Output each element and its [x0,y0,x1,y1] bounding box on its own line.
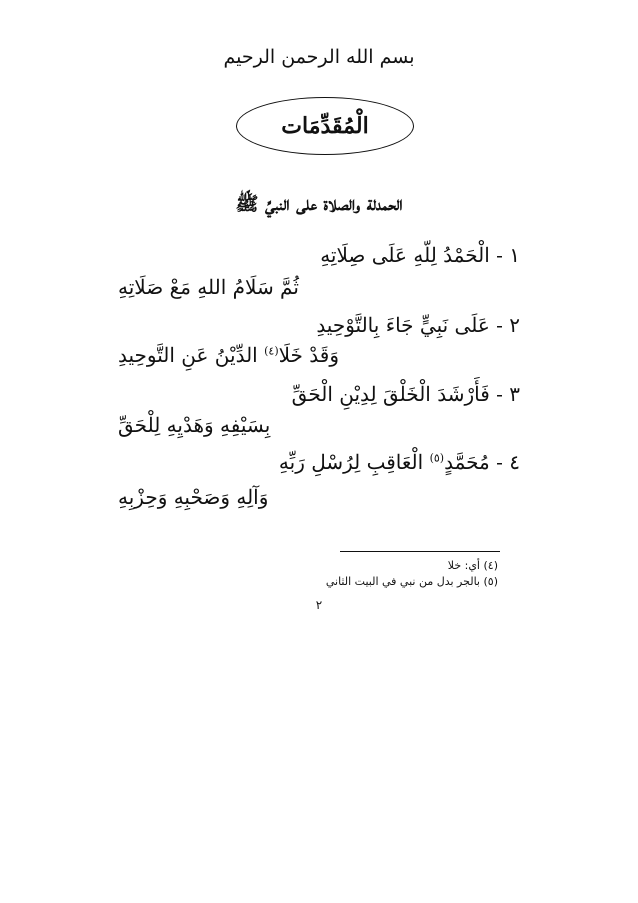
verse-3-first-hemistich [292,382,520,406]
verse-3-second-hemistich: بِسَيْفِهِ وَهَدْيِهِ لِلْحَقِّ [118,413,271,437]
verse-text: عَلَى نَبِيٍّ جَاءَ بِالتَّوْحِيدِ [316,313,490,337]
verse-number: ٤ [509,450,520,474]
verse-4-first-hemistich [279,450,520,474]
verse-1-second-hemistich: ثُمَّ سَلَامُ اللهِ مَعْ صَلَاتِهِ [118,275,299,299]
verse-dash: - [496,313,503,337]
verse-1-first-hemistich [320,243,520,267]
verse-text: الْحَمْدُ لِلّهِ عَلَى صِلَاتِهِ [320,243,490,267]
verse-dash: - [496,450,503,474]
verse-2-second-hemistich [118,343,339,367]
footnote-separator [340,551,500,552]
basmala: بسم الله الرحمن الرحيم [223,46,415,68]
verse-4-second-hemistich: وَآلِهِ وَصَحْبِهِ وَحِزْبِهِ [118,485,269,509]
verse-dash: - [496,243,503,267]
verse-number: ٢ [509,313,520,337]
verse-number: ١ [509,243,520,267]
verse-text: الدِّيْنُ عَنِ التَّوحِيدِ [118,343,258,367]
page-number: ٢ [315,598,323,612]
verse-dash: - [496,382,503,406]
footnote-ref[interactable]: (٥) [429,451,445,465]
footnote-4: (٤) أي: خلا [447,559,498,572]
verse-text: مُحَمَّدٍ [444,450,490,474]
chapter-title: الْمُقَدِّمَات [281,113,369,139]
chapter-title-oval [236,97,414,155]
verse-text: الْعَاقِبِ لِرُسْلِ رَبِّهِ [278,450,424,474]
footnote-ref[interactable]: (٤) [264,344,279,358]
footnote-5: (٥) بالجر بدل من نبي في البيت الثاني [325,575,498,588]
verse-text: فَأَرْشَدَ الْخَلْقَ لِدِيْنِ الْحَقِّ [291,382,490,406]
verse-2-first-hemistich [316,313,520,337]
verse-number: ٣ [509,382,520,406]
verse-text: وَقَدْ خَلَا [278,343,339,367]
section-heading: الحمدلة والصلاة على النبيِّ ﷺ [235,193,403,215]
